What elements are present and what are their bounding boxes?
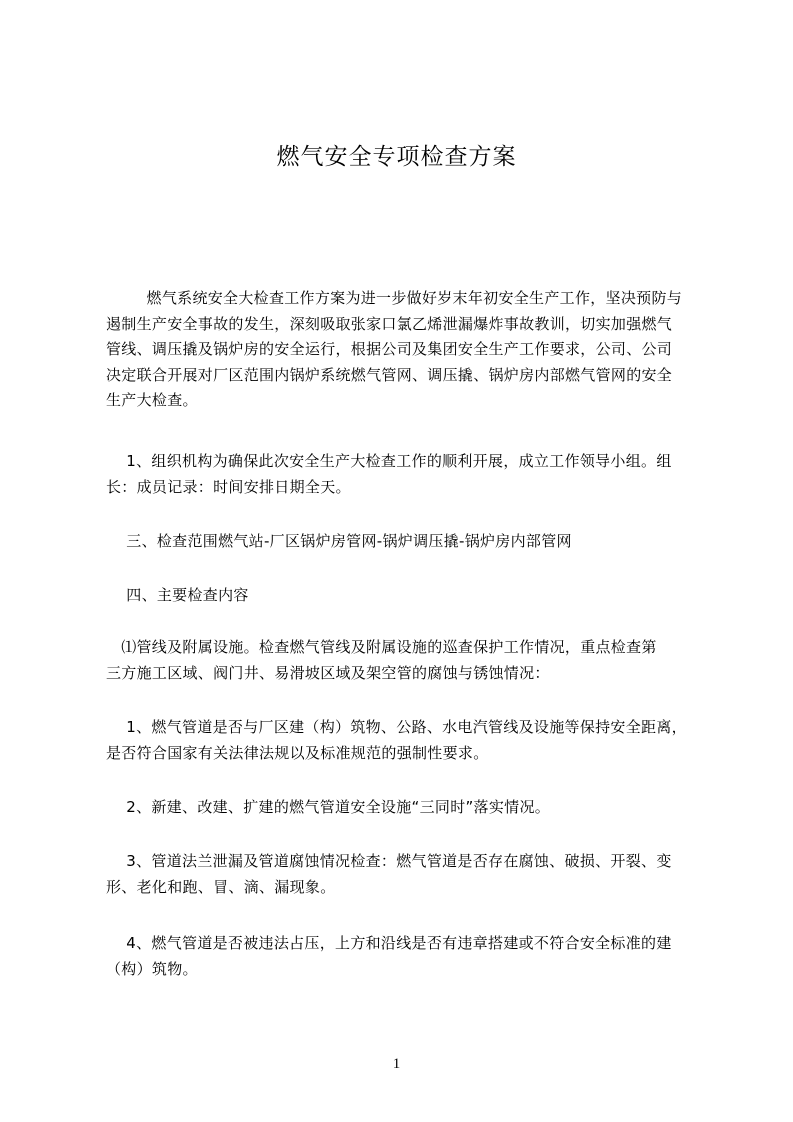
paragraph-content-heading	[106, 583, 712, 609]
paragraph-line: 2、新建、改建、扩建的燃气管道安全设施“三同时”落实情况。	[106, 798, 551, 816]
paragraph-line: 遏制生产安全事故的发生，深刻吸取张家口氯乙烯泄漏爆炸事故教训，切实加强燃气	[106, 314, 673, 333]
paragraph-line: 四、主要检查内容	[106, 586, 249, 604]
paragraph-organization	[106, 449, 712, 500]
page-number: 1	[392, 1056, 401, 1072]
paragraph-pipelines	[106, 635, 712, 686]
paragraph-line: 3、管道法兰泄漏及管道腐蚀情况检查：燃气管道是否存在腐蚀、破损、开裂、变	[106, 852, 672, 870]
paragraph-line: 1、组织机构为确保此次安全生产大检查工作的顺利开展，成立工作领导小组。组	[106, 452, 672, 470]
paragraph-item-3	[106, 849, 712, 900]
paragraph-line: 生产大检查。	[106, 391, 198, 409]
paragraph-item-2	[106, 795, 712, 821]
paragraph-line: （构）筑物。	[106, 959, 198, 978]
paragraph-line: 1、燃气管道是否与厂区建（构）筑物、公路、水电汽管线及设施等保持安全距离，	[106, 718, 687, 736]
paragraph-line: 管线、调压撬及锅炉房的安全运行，根据公司及集团安全生产工作要求，公司、公司	[106, 340, 673, 358]
paragraph-line: 决定联合开展对厂区范围内锅炉系统燃气管网、调压撬、锅炉房内部燃气管网的安全	[106, 365, 673, 384]
paragraph-line: 三、检查范围燃气站-厂区锅炉房管网-锅炉调压撬-锅炉房内部管网	[106, 532, 572, 550]
paragraph-item-1	[106, 715, 712, 766]
paragraph-line: 形、老化和跑、冒、滴、漏现象。	[106, 877, 336, 896]
paragraph-line: 燃气系统安全大检查工作方案为进一步做好岁末年初安全生产工作，坚决预防与	[106, 289, 683, 307]
paragraph-line: 长：成员记录：时间安排日期全天。	[106, 477, 351, 496]
paragraph-line: 是否符合国家有关法律法规以及标准规范的强制性要求。	[106, 743, 489, 762]
page-title: 燃气安全专项检查方案	[276, 144, 517, 170]
paragraph-item-4	[106, 931, 712, 982]
paragraph-scope	[106, 529, 712, 555]
paragraph-line: 三方施工区域、阀门井、易滑坡区域及架空管的腐蚀与锈蚀情况：	[106, 663, 550, 682]
paragraph-line: 4、燃气管道是否被违法占压，上方和沿线是否有违章搭建或不符合安全标准的建	[106, 934, 672, 952]
paragraph-intro	[106, 286, 712, 414]
paragraph-line: ⑴管线及附属设施。检查燃气管线及附属设施的巡查保护工作情况，重点检查第	[106, 638, 657, 656]
